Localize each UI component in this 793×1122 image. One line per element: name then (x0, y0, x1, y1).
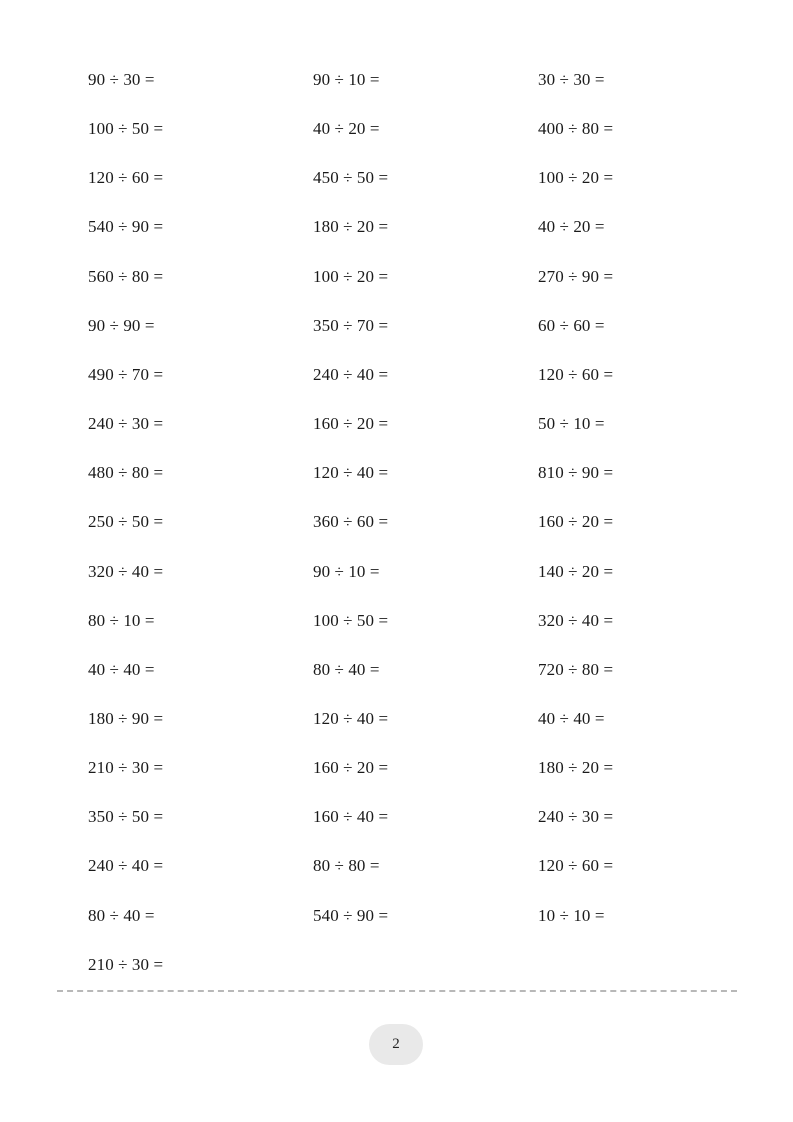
division-problem: 720 ÷ 80 = (538, 659, 614, 679)
division-problem: 270 ÷ 90 = (538, 266, 614, 286)
division-problem: 210 ÷ 30 = (88, 954, 164, 974)
division-problem: 160 ÷ 20 = (313, 414, 389, 434)
division-problem: 540 ÷ 90 = (313, 905, 389, 925)
division-problem: 140 ÷ 20 = (538, 561, 614, 581)
division-problem: 40 ÷ 20 = (313, 119, 380, 139)
division-problem: 90 ÷ 10 = (313, 561, 380, 581)
division-problem: 80 ÷ 40 = (88, 905, 155, 925)
division-problem: 350 ÷ 70 = (313, 315, 389, 335)
division-problem: 360 ÷ 60 = (313, 512, 389, 532)
division-problem: 120 ÷ 60 = (538, 856, 614, 876)
division-problem: 100 ÷ 20 = (313, 266, 389, 286)
division-problem: 180 ÷ 20 = (313, 217, 389, 237)
division-problem: 240 ÷ 30 = (88, 414, 164, 434)
division-problem: 90 ÷ 30 = (88, 70, 155, 89)
division-problem: 240 ÷ 30 = (538, 807, 614, 827)
division-problem: 180 ÷ 90 = (88, 708, 164, 728)
division-problem: 50 ÷ 10 = (538, 414, 605, 434)
division-problem: 160 ÷ 20 = (538, 512, 614, 532)
page-number-badge (369, 1024, 423, 1065)
division-problem: 560 ÷ 80 = (88, 266, 164, 286)
division-problem: 240 ÷ 40 = (313, 364, 389, 384)
division-problem: 80 ÷ 40 = (313, 659, 380, 679)
division-problem: 240 ÷ 40 = (88, 856, 164, 876)
dashed-divider (57, 990, 737, 992)
division-problem: 90 ÷ 90 = (88, 315, 155, 335)
division-problem: 480 ÷ 80 = (88, 463, 164, 483)
division-problem: 120 ÷ 40 = (313, 463, 389, 483)
page-number: 2 (392, 1036, 400, 1052)
division-problem: 160 ÷ 40 = (313, 807, 389, 827)
division-problem: 40 ÷ 40 = (88, 659, 155, 679)
division-problem: 40 ÷ 40 = (538, 708, 605, 728)
division-problem: 120 ÷ 60 = (538, 364, 614, 384)
division-problem: 100 ÷ 20 = (538, 168, 614, 188)
division-problem: 450 ÷ 50 = (313, 168, 389, 188)
division-problem: 80 ÷ 10 = (88, 610, 155, 630)
division-problem: 540 ÷ 90 = (88, 217, 164, 237)
division-problem: 120 ÷ 40 = (313, 708, 389, 728)
division-problem: 100 ÷ 50 = (88, 119, 164, 139)
division-problem: 350 ÷ 50 = (88, 807, 164, 827)
division-problem: 40 ÷ 20 = (538, 217, 605, 237)
division-problem: 100 ÷ 50 = (313, 610, 389, 630)
division-problem: 320 ÷ 40 = (538, 610, 614, 630)
division-problem: 180 ÷ 20 = (538, 758, 614, 778)
division-problem: 810 ÷ 90 = (538, 463, 614, 483)
division-problem: 400 ÷ 80 = (538, 119, 614, 139)
division-problem: 120 ÷ 60 = (88, 168, 164, 188)
division-problem: 60 ÷ 60 = (538, 315, 605, 335)
division-problem: 250 ÷ 50 = (88, 512, 164, 532)
division-problem: 320 ÷ 40 = (88, 561, 164, 581)
division-problem: 210 ÷ 30 = (88, 758, 164, 778)
division-problem: 80 ÷ 80 = (313, 856, 380, 876)
division-problem: 30 ÷ 30 = (538, 70, 605, 89)
division-problem: 490 ÷ 70 = (88, 364, 164, 384)
division-problem: 160 ÷ 20 = (313, 758, 389, 778)
division-problem: 10 ÷ 10 = (538, 905, 605, 925)
division-problem: 90 ÷ 10 = (313, 70, 380, 89)
